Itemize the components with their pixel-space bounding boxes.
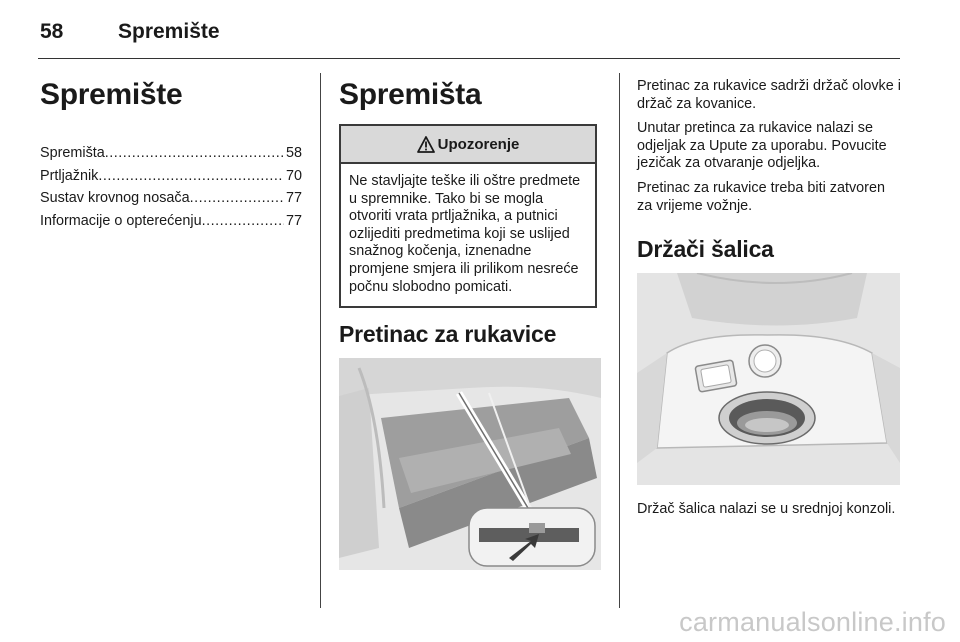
glovebox-illustration [339,358,601,570]
toc-label: Spremišta [40,145,105,161]
toc-label: Sustav krovnog nosača [40,190,190,206]
toc-leader [190,187,284,210]
toc-item[interactable] [40,165,302,188]
toc-leader [105,142,284,165]
cupholders-title: Držači šalica [637,236,774,263]
section-title: Spremišta [339,78,482,111]
glovebox-title: Pretinac za rukavice [339,321,557,348]
cupholder-caption: Držač šalica nalazi se u srednjoj konzoli. [637,501,896,518]
column-2 [339,78,601,570]
column-1 [40,78,302,232]
column-3 [637,78,901,526]
header-rule [38,58,900,59]
toc-page: 77 [285,212,302,229]
toc-label: Prtljažnik [40,167,99,184]
running-title: Spremište [118,20,220,43]
toc-item[interactable] [40,210,302,233]
table-of-contents [40,142,302,232]
toc-item[interactable] [40,142,302,165]
cupholder-illustration [637,273,900,485]
column-divider-1 [320,73,321,608]
toc-item[interactable] [40,187,302,210]
warning-text: Ne stavljajte teške ili oštre predmete u spremnike. Tako bi se mogla otvoriti vrata prtljažnika, a putnici ozlijediti predmetima koji se uslijed snažnog kočenja, iznenadne promjene smjera ili prilikom nesreće počnu slobodno pomicati. [349,173,581,295]
column-divider-2 [619,73,620,608]
warning-heading: Upozorenje [437,135,520,153]
warning-triangle-icon [417,136,435,153]
toc-page: 77 [285,190,302,206]
toc-leader [98,165,284,188]
toc-label: Informacije o opterećenju [40,212,202,229]
chapter-title: Spremište [40,78,183,111]
toc-leader [202,210,284,233]
warning-box [339,124,597,308]
warning-header [341,126,595,164]
glovebox-paragraph: Pretinac za rukavice treba biti zatvoren za vrijeme vožnje. [637,179,885,214]
glovebox-paragraph: Pretinac za rukavice sadrži držač olovke i držač za kovanice. [637,78,901,112]
watermark: carmanualsonline.info [679,607,946,637]
glovebox-paragraph: Unutar pretinca za rukavice nalazi se odjeljak za Upute za uporabu. Povucite jezičak za otvaranje odjeljka. [637,120,887,172]
toc-page: 58 [285,145,302,161]
toc-page: 70 [285,167,302,184]
page-number: 58 [40,20,64,43]
